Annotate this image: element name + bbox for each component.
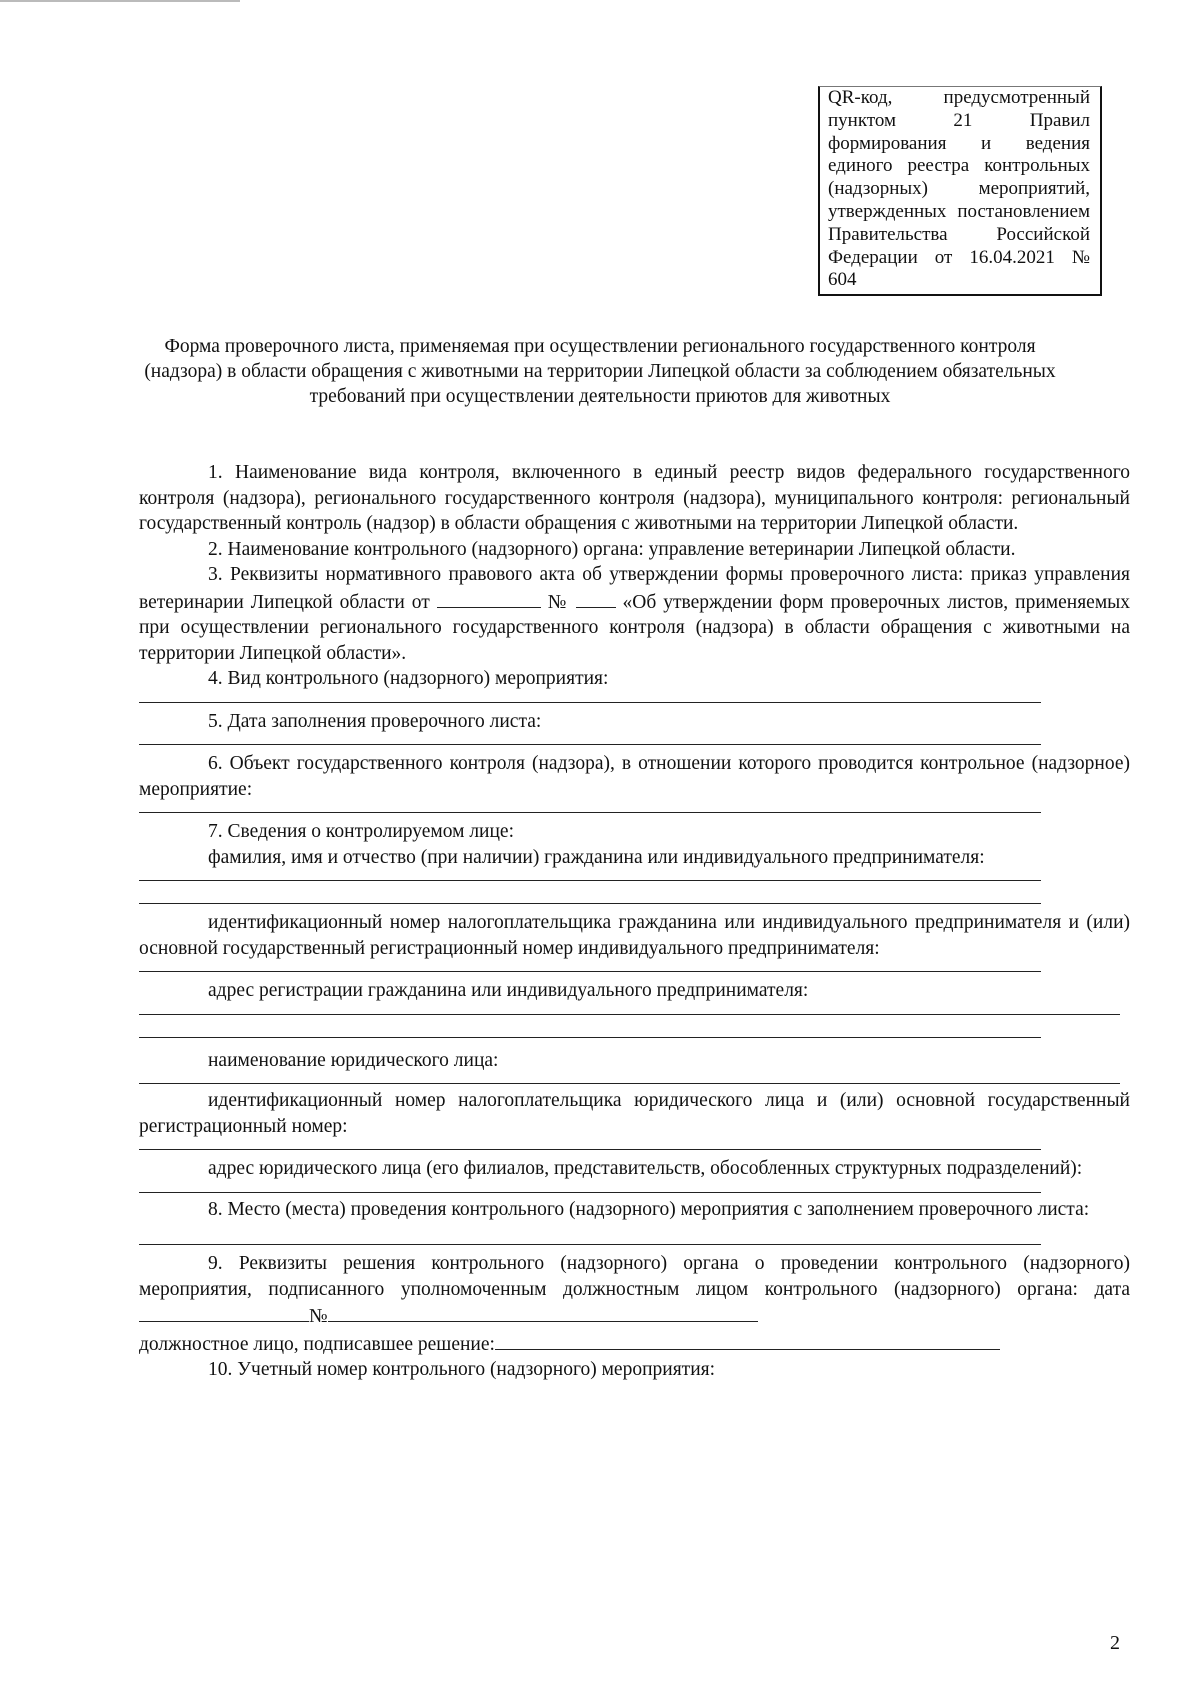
blank-line-addr-ul[interactable] (139, 1192, 1041, 1193)
qr-note-line: формирования и ведения (828, 132, 1090, 154)
blank-line-name[interactable] (139, 1083, 1120, 1084)
blank-line-fio-2[interactable] (139, 903, 1041, 904)
decision-number-blank[interactable] (328, 1302, 758, 1322)
item-7-name: наименование юридического лица: (208, 1049, 499, 1071)
decision-date-blank[interactable] (139, 1302, 309, 1322)
item-6: 6. Объект государственного контроля (надзора), в отношении которого проводится контрольное (надзорное) мероприятие: (139, 753, 1130, 800)
form-body (139, 460, 1130, 1383)
item-9-official: должностное лицо, подписавшее решение: (139, 1330, 1130, 1358)
order-date-blank[interactable] (437, 588, 541, 608)
qr-note-line: Федерации от 16.04.2021 № (828, 246, 1090, 268)
item-7-addr: адрес регистрации гражданина или индивидуального предпринимателя: (208, 980, 809, 1001)
item-4: 4. Вид контрольного (надзорного) мероприятия: (208, 668, 609, 689)
item-9: 9. Реквизиты решения контрольного (надзорного) органа о проведении контрольного (надзорного) мероприятия, подписанного уполномоченным должностным лицом контрольного (надзорного) органа: дата№ (139, 1253, 1130, 1327)
item-1: 1. Наименование вида контроля, включенного в единый реестр видов федерального государственного контроля (надзора), регионального государственного контроля (надзора), муниципального контроля: региональный государственный контроль (надзор) в области обращения с животными на территории Липецкой области. (139, 462, 1130, 534)
item-10: 10. Учетный номер контрольного (надзорного) мероприятия: (208, 1359, 716, 1380)
item-7-inn-ul: идентификационный номер налогоплательщика юридического лица и (или) основной государственный регистрационный номер: (139, 1090, 1130, 1137)
qr-note-last-line: 604 (828, 269, 857, 291)
blank-line-inn[interactable] (139, 971, 1041, 972)
blank-line-item-4[interactable] (139, 702, 1041, 703)
page-number: 2 (1110, 1632, 1120, 1654)
item-3: 3. Реквизиты нормативного правового акта об утверждении формы проверочного листа: приказ управления ветеринарии Липецкой области от № «Об утверждении форм проверочных листов, применяемых при осуществлении регионального государственного контроля (надзора) в области обращения с животными на территории Липецкой области». (139, 564, 1131, 664)
blank-line-item-8[interactable] (139, 1244, 1041, 1245)
item-2: 2. Наименование контрольного (надзорного) органа: управление ветеринарии Липецкой области. (208, 538, 1016, 560)
qr-code-note-box (818, 86, 1102, 296)
item-7: 7. Сведения о контролируемом лице: (208, 821, 515, 842)
blank-line-item-6[interactable] (139, 812, 1041, 813)
item-8: 8. Место (места) проведения контрольного (надзорного) мероприятия с заполнением проверочного листа: (208, 1198, 1090, 1220)
item-7-fio: фамилия, имя и отчество (при наличии) гражданина или индивидуального предпринимателя: (208, 846, 985, 868)
qr-note-line: утвержденных постановлением (828, 200, 1090, 222)
order-number-blank[interactable] (576, 588, 616, 608)
qr-note-line: единого реестра контрольных (828, 155, 1090, 177)
top-scan-line (0, 0, 240, 2)
official-blank[interactable] (495, 1330, 1000, 1350)
qr-note-line: Правительства Российской (828, 223, 1090, 245)
qr-note-line: пунктом 21 Правил (828, 109, 1090, 131)
qr-note-line: QR-код, предусмотренный (828, 87, 1090, 108)
item-7-addr-ul: адрес юридического лица (его филиалов, представительств, обособленных структурных подразделений): (208, 1158, 1083, 1179)
item-5: 5. Дата заполнения проверочного листа: (208, 710, 542, 732)
blank-line-inn-ul[interactable] (139, 1149, 1041, 1150)
qr-note-line: (надзорных) мероприятий, (828, 178, 1090, 200)
item-7-inn: идентификационный номер налогоплательщика гражданина или индивидуального предпринимателя и (или) основной государственный регистрационный номер индивидуального предпринимателя: (139, 912, 1130, 959)
form-title: Форма проверочного листа, применяемая при осуществлении регионального государственного контроля (надзора) в области обращения с животными на территории Липецкой области за соблюдением обязательных требований при осуществлении деятельности приютов для животных (144, 336, 1056, 407)
blank-line-addr-2[interactable] (139, 1037, 1041, 1038)
blank-line-item-5[interactable] (139, 744, 1041, 745)
